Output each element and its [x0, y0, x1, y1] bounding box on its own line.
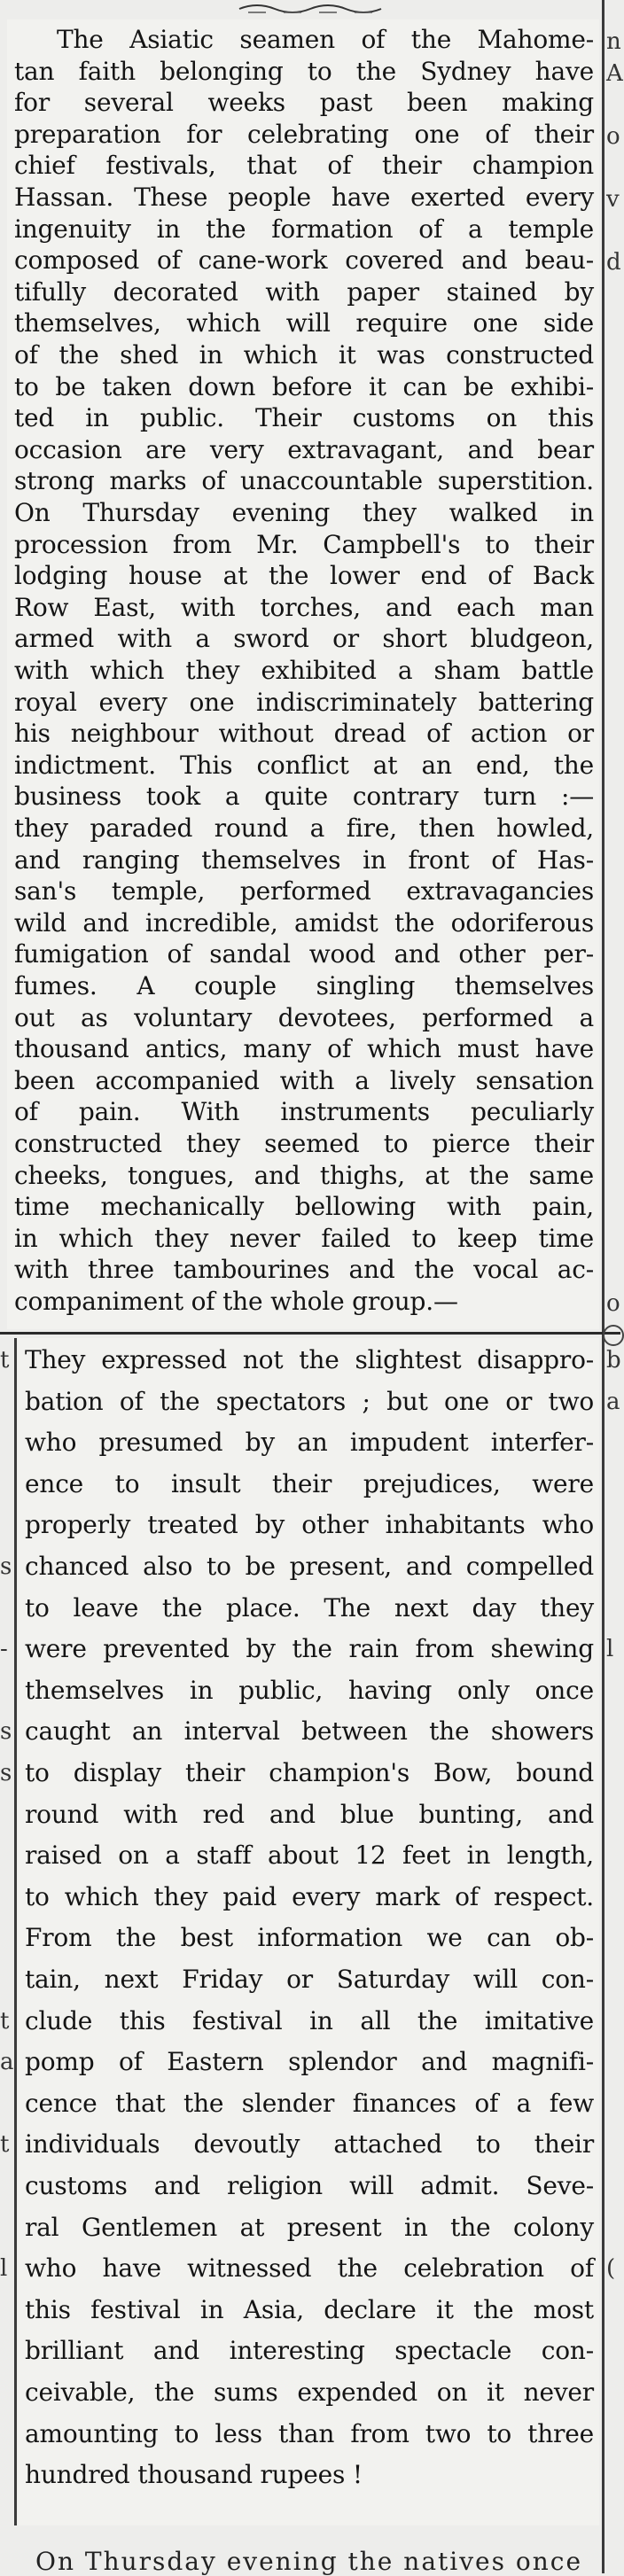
- article-line: composed of cane-work covered and beau-: [14, 245, 594, 276]
- article-line: tain, next Friday or Saturday will con-: [25, 1965, 594, 1994]
- article-line: armed with a sword or short bludgeon,: [14, 624, 594, 654]
- article-line: Row East, with torches, and each man: [14, 592, 594, 622]
- article-line: been accompanied with a lively sensation: [14, 1065, 594, 1095]
- article-line: cence that the slender finances of a few: [25, 2088, 594, 2118]
- article-line: time mechanically bellowing with pain,: [14, 1192, 594, 1222]
- article-line: who have witnessed the celebration of: [25, 2253, 594, 2284]
- margin-fragment: n: [606, 28, 621, 55]
- article-line: lodging house at the lower end of Back: [14, 561, 594, 591]
- article-line: san's temple, performed extravagancies: [14, 876, 594, 907]
- article-line: pomp of Eastern splendor and magnifi-: [25, 2047, 594, 2077]
- column-rule-right: [602, 0, 604, 2573]
- article-line: wild and incredible, amidst the odoriferous: [14, 907, 594, 938]
- article-line: On Thursday evening they walked in: [14, 498, 594, 527]
- margin-fragment: s: [0, 1718, 12, 1746]
- article-line: chief festivals, that of their champion: [14, 151, 594, 181]
- article-line: bation of the spectators ; but one or two: [25, 1386, 594, 1416]
- column-rule-left: [14, 1338, 17, 2525]
- margin-fragment: s: [0, 1553, 12, 1580]
- margin-fragment: l: [606, 1636, 614, 1663]
- article-line: and ranging themselves in front of Has-: [14, 844, 594, 875]
- article-line: tan faith belonging to the Sydney have: [14, 56, 594, 86]
- margin-fragment: s: [0, 1760, 12, 1786]
- article-line: indictment. This conflict at an end, the: [14, 750, 594, 780]
- article-line: customs and religion will admit. Seve-: [25, 2171, 594, 2200]
- article-line: They expressed not the slightest disappro-: [25, 1345, 594, 1374]
- margin-fragment: a: [0, 2049, 14, 2076]
- article-line: to leave the place. The next day they: [25, 1592, 594, 1623]
- article-line: royal every one indiscriminately battering: [14, 687, 594, 717]
- article-line: round with red and blue bunting, and: [25, 1799, 594, 1829]
- article-line: fumes. A couple singling themselves: [14, 971, 594, 1000]
- article-line: Hassan. These people have exerted every: [14, 183, 594, 212]
- article-line: were prevented by the rain from shewing: [25, 1634, 594, 1664]
- article-line: they paraded round a fire, then howled,: [14, 813, 594, 843]
- margin-fragment: v: [606, 186, 620, 213]
- article-line: fumigation of sandal wood and other per-: [14, 939, 594, 969]
- article-column-bottom: [18, 1338, 599, 2525]
- article-line: to be taken down before it can be exhibi-: [14, 371, 594, 401]
- article-line: of the shed in which it was constructed: [14, 340, 594, 370]
- article-line: themselves, which will require one side: [14, 308, 594, 339]
- margin-fragment: o: [606, 1290, 620, 1317]
- article-line: brilliant and interesting spectacle con-: [25, 2336, 594, 2366]
- article-line: clude this festival in all the imitative: [25, 2005, 594, 2035]
- article-line: thousand antics, many of which must have: [14, 1034, 594, 1064]
- article-line: of pain. With instruments peculiarly: [14, 1097, 594, 1127]
- article-line: out as voluntary devotees, performed a: [14, 1002, 594, 1032]
- article-line: raised on a staff about 12 feet in length,: [25, 1841, 594, 1871]
- article-line: occasion are very extravagant, and bear: [14, 434, 594, 464]
- article-line: to display their champion's Bow, bound: [25, 1758, 594, 1787]
- article-line: ral Gentlemen at present in the colony: [25, 2212, 594, 2242]
- article-line: ence to insult their prejudices, were: [25, 1468, 594, 1498]
- article-line: for several weeks past been making: [14, 88, 594, 118]
- article-line: individuals devoutly attached to their: [25, 2129, 594, 2160]
- article-line: ted in public. Their customs on this: [14, 403, 594, 433]
- article-line: hundred thousand rupees !: [25, 2460, 363, 2490]
- article-line: preparation for celebrating one of their: [14, 119, 594, 149]
- article-line: procession from Mr. Campbell's to their: [14, 529, 594, 559]
- article-column-top: [7, 19, 599, 1329]
- column-divider: [0, 1332, 620, 1335]
- article-line: with which they exhibited a sham battle: [14, 656, 594, 685]
- article-line: ingenuity in the formation of a temple: [14, 214, 594, 244]
- article-line: to which they paid every mark of respect.: [25, 1881, 594, 1911]
- article-line: chanced also to be present, and compelled: [25, 1552, 594, 1581]
- next-item-fragment: On Thursday evening the natives once: [35, 2547, 583, 2576]
- article-line: themselves in public, having only once: [25, 1675, 594, 1705]
- margin-mark: [603, 1325, 624, 1346]
- article-line: cheeks, tongues, and thighs, at the same: [14, 1160, 594, 1190]
- article-line: this festival in Asia, declare it the most: [25, 2294, 594, 2324]
- article-line: strong marks of unaccountable superstition.: [14, 466, 594, 496]
- article-line: companiment of the whole group.—: [14, 1287, 458, 1316]
- margin-fragment: l: [0, 2255, 8, 2283]
- margin-fragment: -: [0, 1636, 8, 1663]
- margin-fragment: A: [606, 59, 623, 87]
- article-line: The Asiatic seamen of the Mahome-: [57, 25, 594, 54]
- decorative-flourish: [230, 2, 390, 16]
- margin-fragment: t: [0, 2007, 10, 2035]
- article-line: amounting to less than from two to three: [25, 2418, 594, 2448]
- margin-fragment: t: [0, 1347, 10, 1374]
- article-line: tifully decorated with paper stained by: [14, 276, 594, 307]
- article-line: From the best information we can ob-: [25, 1923, 594, 1953]
- article-line: properly treated by other inhabitants who: [25, 1510, 594, 1540]
- margin-fragment: (: [606, 2255, 616, 2283]
- margin-fragment: a: [606, 1388, 620, 1415]
- article-line: with three tambourines and the vocal ac-: [14, 1255, 594, 1285]
- margin-fragment: o: [606, 122, 620, 150]
- margin-fragment: d: [606, 249, 621, 276]
- article-line: his neighbour without dread of action or: [14, 719, 594, 749]
- article-line: constructed they seemed to pierce their: [14, 1129, 594, 1158]
- margin-fragment: t: [0, 2131, 10, 2159]
- article-line: business took a quite contrary turn :—: [14, 782, 594, 812]
- article-line: in which they never failed to keep time: [14, 1223, 594, 1253]
- margin-fragment: b: [606, 1347, 621, 1374]
- article-line: caught an interval between the showers: [25, 1716, 594, 1747]
- article-line: who presumed by an impudent interfer-: [25, 1428, 594, 1458]
- article-line: ceivable, the sums expended on it never: [25, 2378, 594, 2407]
